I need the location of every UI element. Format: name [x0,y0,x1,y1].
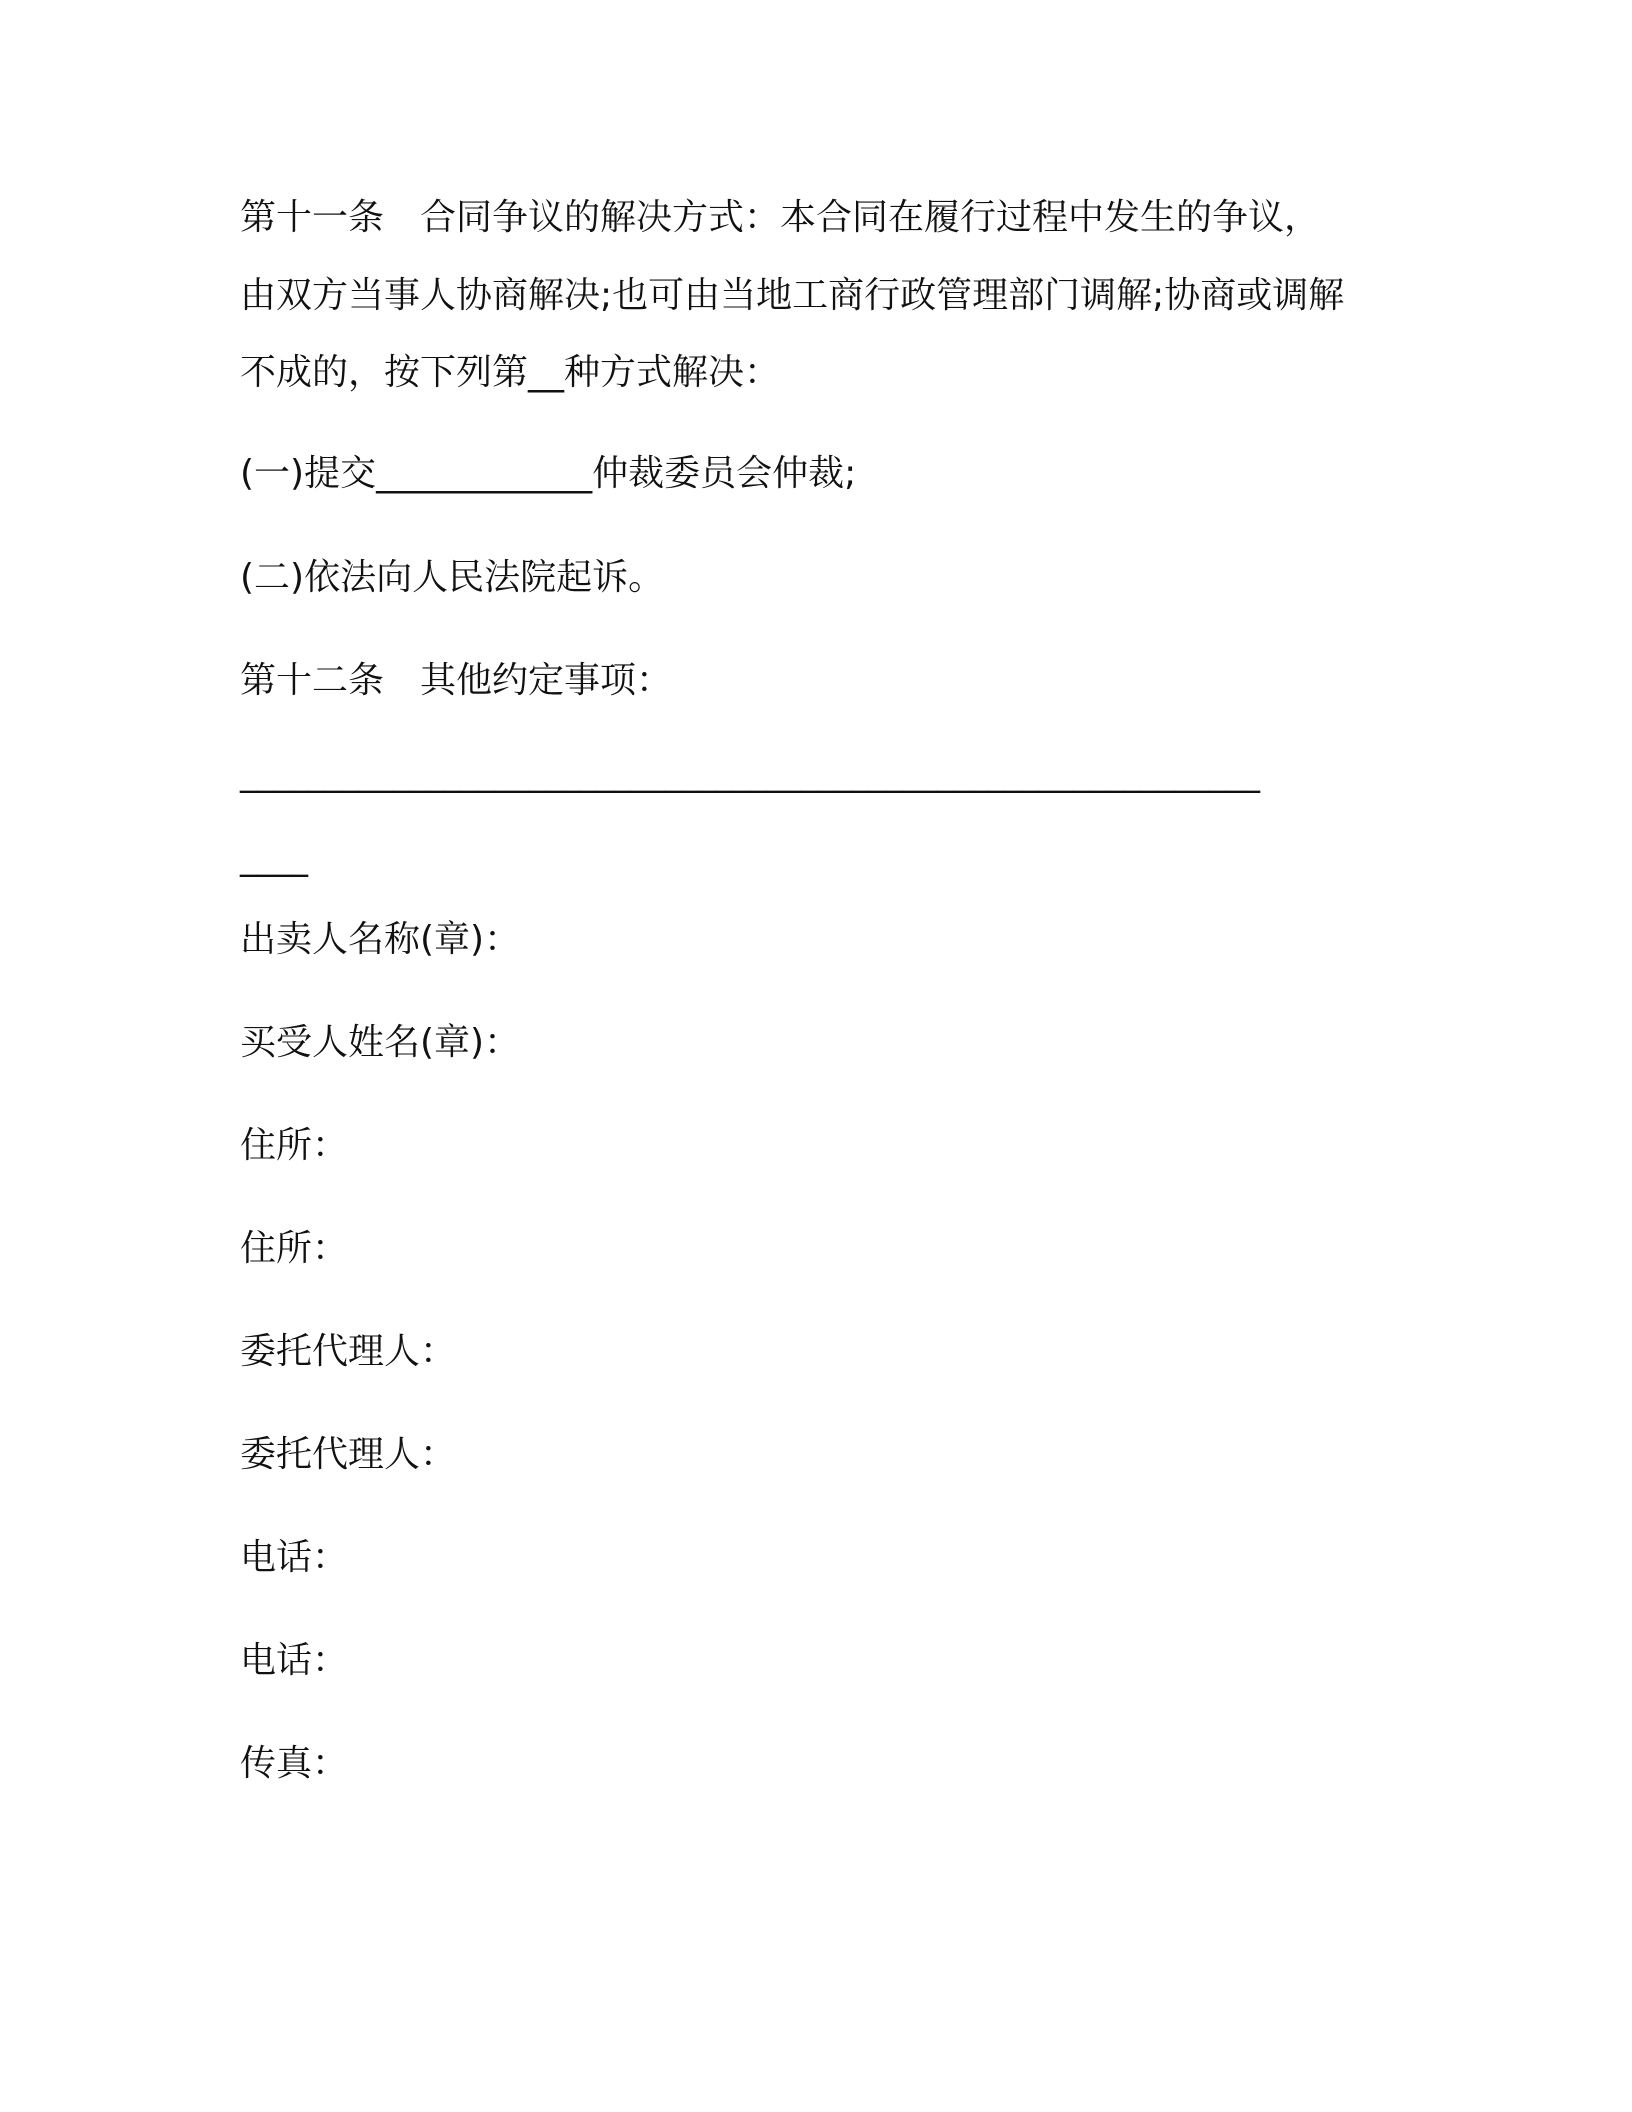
buyer-agent-label: 委托代理人： [240,1434,457,1475]
article-11-line-1: 第十一条 合同争议的解决方式：本合同在履行过程中发生的争议， [240,197,1321,238]
buyer-address-label: 住所： [240,1228,349,1269]
other-terms-blank-line-1: ____________________________________________________________ [240,754,1260,794]
buyer-name-label: 买受人姓名(章)： [240,1022,521,1063]
other-terms-blank-line-2: ____ [240,838,308,878]
article-11-line-3: 不成的，按下列第__种方式解决： [240,352,781,393]
article-11-line-2: 由双方当事人协商解决;也可由当地工商行政管理部门调解;协商或调解 [240,275,1345,316]
buyer-phone-label: 电话： [240,1640,349,1681]
article-12-heading: 第十二条 其他约定事项： [240,660,673,701]
seller-phone-label: 电话： [240,1537,349,1578]
arbitration-option: (一)提交____________仲裁委员会仲裁; [240,453,857,494]
seller-address-label: 住所： [240,1125,349,1166]
litigation-option: (二)依法向人民法院起诉。 [240,557,665,598]
seller-agent-label: 委托代理人： [240,1331,457,1372]
seller-name-label: 出卖人名称(章)： [240,919,521,960]
fax-label: 传真： [240,1743,349,1784]
